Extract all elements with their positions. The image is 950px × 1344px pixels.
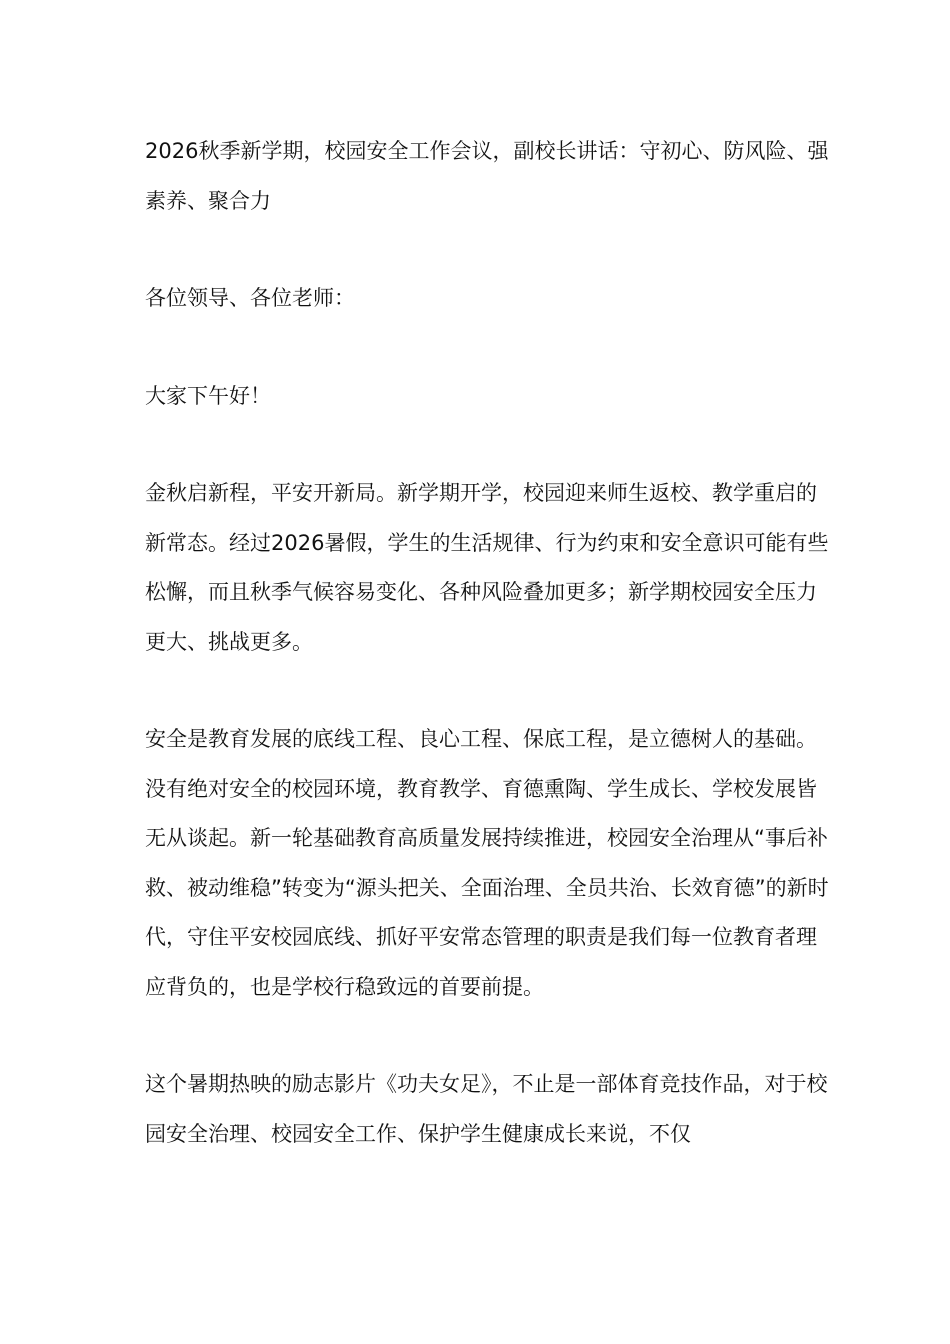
safety-importance-paragraph: 安全是教育发展的底线工程、良心工程、保底工程，是立德树人的基础。没有绝对安全的校园环境，教育教学、育德熏陶、学生成长、学校发展皆无从谈起。新一轮基础教育高质量发展持续推进，校园安全治理从“事后补救、被动维稳”转变为“源头把关、全面治理、全员共治、长效育德”的新时代，守住平安校园底线、抓好平安常态管理的职责是我们每一位教育者理应背负的，也是学校行稳致远的首要前提。: [145, 727, 829, 999]
salutation-paragraph: 大家下午好！: [145, 383, 271, 408]
opening-paragraph: 金秋启新程，平安开新局。新学期开学，校园迎来师生返校、教学重启的新常态。经过2026暑假，学生的生活规律、行为约束和安全意识可能有些松懈，而且秋季气候容易变化、各种风险叠加更多；新学期校园安全压力更大、挑战更多。: [145, 481, 829, 654]
film-reference-paragraph: 这个暑期热映的励志影片《功夫女足》，不止是一部体育竞技作品，对于校园安全治理、校园安全工作、保护学生健康成长来说，不仅: [145, 1072, 828, 1146]
greeting-paragraph: 各位领导、各位老师：: [145, 286, 355, 310]
paragraph-spacer: [145, 421, 835, 469]
paragraph-spacer: [145, 324, 835, 372]
paragraph-spacer: [145, 667, 835, 715]
paragraph-spacer: [145, 226, 835, 274]
document-title: 2026秋季新学期，校园安全工作会议，副校长讲话：守初心、防风险、强素养、聚合力: [145, 139, 829, 213]
document-body: [145, 127, 835, 1159]
paragraph-spacer: [145, 1012, 835, 1060]
